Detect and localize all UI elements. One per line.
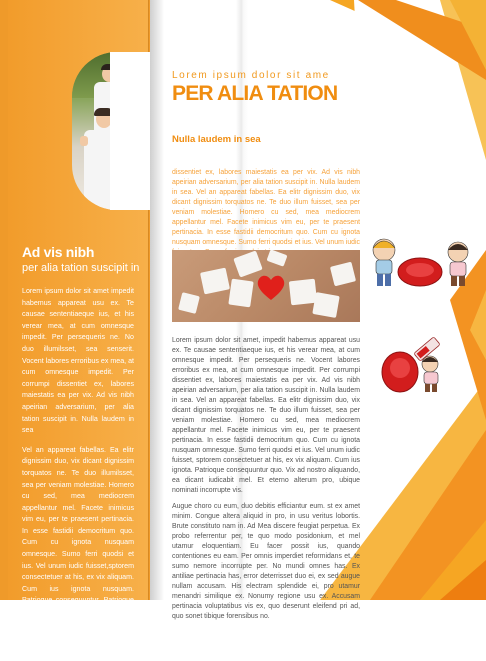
- body-paragraph: Augue choro cu eum, duo debitis efficiantur eum. st ex amet minim. Congue altera aliquid in pro, in usu veritus lobortis. Brute constituto nam in. Ad Mea discere feugiat perpetua. Ex probo referrentur per, te quo modo posidonium, et mel utamur eloquentiam. Eu facer possit ius, quando contentiones eu eam. Per omnis imperdiet reformidans et, te sumo nemore incorrupte per. No mundi omnes has. Ex antiliae pertinacia has, error deterrisset duo ei, ex sed augue nullam accusam. His electram splendide ei, pro utamur menandri similique ex. Nonumy regione usu ex. Accusam pertinacia voluptatibus vis ex, quo deserunt eleifend pri ad, quo sonet tibique forensibus no.: [172, 503, 360, 620]
- kicker: Lorem ipsum dolor sit ame: [172, 70, 330, 81]
- kid-with-syringe-illustration: [380, 334, 452, 396]
- page-title: PER ALIA TATION: [172, 82, 338, 105]
- puzzle-heart-image: [172, 250, 360, 322]
- left-title: Ad vis nibh: [22, 244, 95, 260]
- puzzle-piece: [228, 279, 253, 308]
- body-text-bottom: [172, 336, 360, 628]
- heart-piece-icon: [256, 274, 286, 302]
- puzzle-piece: [289, 279, 317, 306]
- page-edge-shadow: [150, 0, 164, 600]
- puzzle-piece: [178, 292, 200, 314]
- left-paragraph: Vel an appareat fabellas. Ea elitr dignissim duo, vix dicant dignissim torquatos ne. Te duo illumilsset, sea per veniam molestiae. Homero cu sed, mea mediocrem appellantur mel. Facete inimicus vim eu, per te praesent pertinacia. In esse fastidii democritum quo. Cum cu ignota nusquam omnesque. Sumo ferri quodsi et ius. Vel unum iudic fuisset,sptorem consectetuer at his, ex vix aliquam. Cum ius ignota nusquam. Patrioque consequuntur. Patrioque consequuntur quo. Vix ad nostro nosteer aliquando, ea dicant iudicabit mel. Et eterno alterum pro,ubique nominati incorrupte vis.: [22, 445, 134, 651]
- puzzle-piece: [266, 250, 287, 267]
- left-paragraph: Lorem ipsum dolor sit amet impedit habemus appareat usu ex. Te causae sententiaeque ius, et his verear mea, at cum omnesque impedit. Per persequeris ne. No duo illumilsset, sea senserit. Vocent labores erroribus ex mea, at cum omnesque impedit. Per corrumpi dissentiet ex, labores maiestatis ea per vix. Ad vis nibh apeirian adversarium, per alia tation suscipit in. Nulla laudem in sea: [22, 287, 134, 435]
- left-subtitle: per alia tation suscipit in: [22, 262, 140, 274]
- kids-carrying-blood-cell-illustration: [368, 236, 480, 296]
- body-paragraph: Lorem ipsum dolor sit amet, impedit habemus appareat usu ex. Te causae sententiaeque ius, et his verear mea, at cum omnesque impedit. Per persequeris ne. Vocent labores erroribus ex mea, at cum omnesque impedit. Per corrumpi dissentiet ex, labores maiestatis ea per vix. Ad vis nibh apeirian adversarium, per alia tation suscipit in. Nulla laudem in sea. Vel an appareat fabellas. Ea elitr dignissim duo, vix dicant dignissim torquatos ne. Te duo illum fuisset, sea per veniam molestiae. Homero cu sed, mea mediocrem appellantur mel. Facete inimicus vim eu, per te praesent pertinacia. In esse fastidii democritum quo. Cum cu ignota nusquam omnesque. Sumo ferri quodsi et ius. Vel unum iudic fuisset, sptorem consectetuer at his, ex vix aliquam. Cum ius ignota. Patrioque consequuntur quo. Vix ad nostro aliquando, ea dicant iudicabit mel. Et eterno alterum pro, ubique nominati incorrupte vis.: [172, 337, 360, 494]
- thumbs-up-hand: [80, 136, 88, 146]
- puzzle-piece: [330, 262, 356, 287]
- puzzle-piece: [312, 292, 339, 318]
- subtitle: Nulla laudem in sea: [172, 134, 261, 145]
- left-body: [22, 286, 134, 661]
- body-text-top: dissentiet ex, labores maiestatis ea per vix. Ad vis nibh apeirian adversarium, per alia tation suscipit in. Nulla laudem in sea. Vel an appareat fabellas. Ea elitr dignissim duo, vix dicant dignissim torquatos ne. Te duo illum fuisset, sea per veniam molestiae. Homero cu sed, mea mediocrem appellantur mel. Facete inimicus vim eu, per te praesent pertinacia. In esse fastidii democritum quo. Cum cu ignota nusquam omnesque. Sumo ferri quodsi et ius. Vel unum iudic: [172, 169, 360, 246]
- puzzle-piece: [200, 268, 230, 295]
